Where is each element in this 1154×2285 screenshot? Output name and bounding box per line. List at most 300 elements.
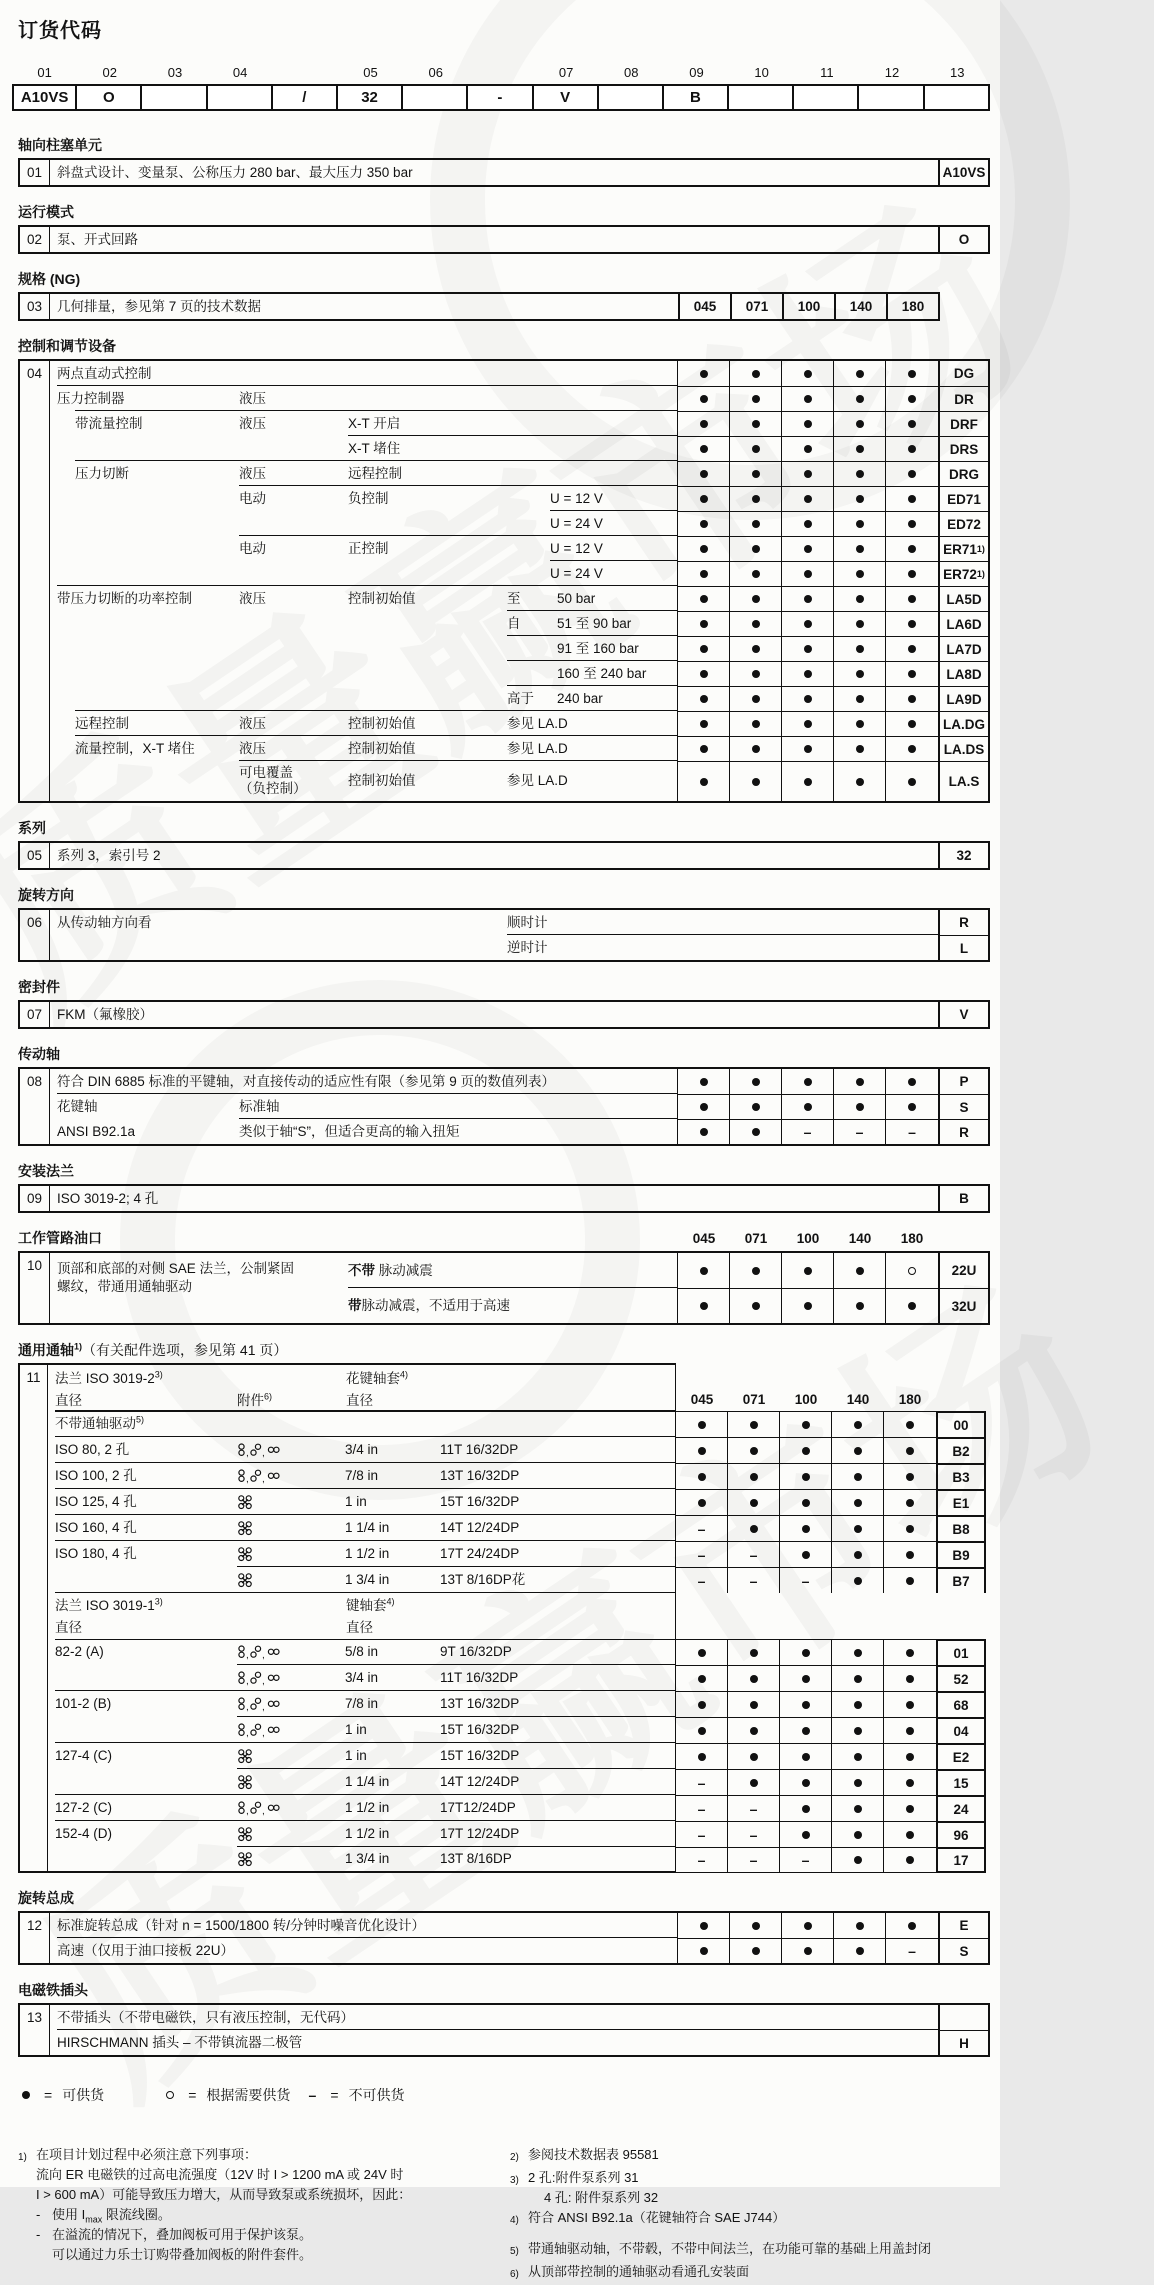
available-dot-icon <box>908 420 916 428</box>
row-text-area <box>48 1489 676 1515</box>
row-separator <box>239 485 677 486</box>
row-text: 逆时计 <box>507 939 548 955</box>
row-text: 液压 <box>239 740 266 756</box>
section-07 <box>18 977 990 1029</box>
row-separator <box>550 510 677 511</box>
code-cell-label: 12 <box>884 65 900 80</box>
available-dot-icon <box>750 1499 758 1507</box>
svg-text:,: , <box>246 1702 249 1714</box>
availability-cell <box>834 411 886 436</box>
availability-cell <box>886 661 938 686</box>
row-separator <box>75 460 677 461</box>
available-dot-icon <box>804 595 812 603</box>
availability-cell <box>780 1743 832 1769</box>
section-rows <box>50 294 938 319</box>
available-dot-icon <box>906 1675 914 1683</box>
code-cell-11 <box>794 65 859 111</box>
row-number-spacer <box>18 1691 48 1717</box>
table-row <box>50 586 988 611</box>
code-box: LA.S <box>938 761 988 801</box>
row-text: 控制初始值 <box>348 740 416 756</box>
available-dot-icon <box>856 1078 864 1086</box>
code-box: B <box>938 1186 988 1211</box>
section-rows <box>50 910 988 960</box>
availability-cell <box>782 486 834 511</box>
flange-4hole-icon <box>237 1826 253 1843</box>
code-box: 17 <box>936 1847 986 1873</box>
table-row <box>50 736 988 761</box>
available-dot-icon <box>802 1447 810 1455</box>
available-dot-icon <box>698 1753 706 1761</box>
section-rows <box>50 1253 988 1323</box>
code-box: L <box>938 935 988 960</box>
availability-cell <box>884 1515 936 1541</box>
row-separator <box>55 1690 675 1691</box>
row-text: 不带插头（不带电磁铁，只有液压控制，无代码） <box>57 2009 354 2025</box>
available-dot-icon <box>802 1727 810 1735</box>
size-value-box: 180 <box>886 294 938 319</box>
availability-cell <box>730 661 782 686</box>
section-12 <box>18 1888 990 1965</box>
table-row <box>50 411 988 436</box>
not-available-dash-icon: – <box>749 1800 758 1817</box>
row-text: X-T 堵住 <box>348 440 401 456</box>
row-text: 正控制 <box>348 540 389 556</box>
availability-cell <box>730 486 782 511</box>
table-row <box>18 1463 990 1489</box>
row-number: 10 <box>20 1253 50 1323</box>
availability-cell <box>834 486 886 511</box>
row-separator <box>57 1937 677 1938</box>
row-separator <box>57 585 677 586</box>
row-text-area <box>48 1515 676 1541</box>
code-cell-box <box>140 84 207 111</box>
available-dot-icon <box>700 1078 708 1086</box>
flange-4hole-icon <box>237 1546 253 1563</box>
legend-item: – = 不可供货 <box>308 2087 405 2103</box>
code-cell-10 <box>729 65 794 111</box>
spline-spec: 14T 12/24DP <box>440 1774 520 1789</box>
availability-cell <box>782 661 834 686</box>
availability-cell <box>834 436 886 461</box>
footnote <box>510 2168 980 2208</box>
row-text-area <box>48 1691 676 1717</box>
row-separator <box>57 1093 677 1094</box>
available-dot-icon <box>906 1753 914 1761</box>
availability-cell <box>730 611 782 636</box>
not-available-dash-icon: – <box>908 1943 916 1959</box>
available-dot-icon <box>750 1473 758 1481</box>
spline-spec: 17T 24/24DP <box>440 1546 520 1561</box>
row-text: 流量控制，X-T 堵住 <box>75 740 195 756</box>
section-table <box>18 158 990 187</box>
hub-diameter: 3/4 in <box>345 1442 379 1457</box>
availability-cell <box>886 561 938 586</box>
section-heading: 轴向柱塞单元 <box>18 137 102 153</box>
section-heading: 传动轴 <box>18 1046 60 1062</box>
code-cell-box: B <box>662 84 729 111</box>
row-text: 127-2 (C) <box>55 1800 113 1815</box>
section-heading: 工作管路油口 045 071 100 140 180 <box>18 1228 990 1246</box>
row-separator <box>75 410 677 411</box>
row-text: 控制初始值 <box>348 590 416 606</box>
row-separator <box>55 1514 675 1515</box>
code-cell-box: - <box>466 84 533 111</box>
availability-cell <box>884 1769 936 1795</box>
code-box: E2 <box>936 1743 986 1769</box>
row-text: 标准轴 <box>239 1098 280 1114</box>
available-dot-icon <box>854 1499 862 1507</box>
availability-cell <box>730 686 782 711</box>
availability-cell <box>834 1094 886 1119</box>
availability-cell <box>678 761 730 801</box>
row-number: 01 <box>20 160 50 185</box>
available-dot-icon <box>802 1805 810 1813</box>
available-dot-icon <box>700 745 708 753</box>
available-dot-icon <box>908 1078 916 1086</box>
row-text: U = 12 V <box>550 490 603 506</box>
available-dot-icon <box>752 395 760 403</box>
row-number-spacer <box>18 1717 48 1743</box>
row-text-area <box>50 2030 938 2055</box>
code-box: LA.DG <box>938 711 988 736</box>
row-separator <box>348 435 677 436</box>
row-separator <box>57 385 677 386</box>
section-rows <box>50 227 988 252</box>
row-text: ISO 180, 4 孔 <box>55 1546 137 1561</box>
availability-cell <box>676 1437 728 1463</box>
availability-cell <box>730 411 782 436</box>
spline-spec: 14T 12/24DP <box>440 1520 520 1535</box>
section-table <box>18 1184 990 1213</box>
availability-cell <box>886 1913 938 1938</box>
available-dot-icon <box>750 1727 758 1735</box>
availability-cell <box>728 1743 780 1769</box>
availability-cell <box>678 361 730 386</box>
section-03 <box>18 269 990 321</box>
available-dot-icon <box>856 595 864 603</box>
footnote-text <box>528 2239 931 2262</box>
row-text: ISO 100, 2 孔 <box>55 1468 137 1483</box>
availability-cell <box>782 361 834 386</box>
available-dot-icon <box>856 720 864 728</box>
row-separator <box>55 1436 675 1437</box>
availability-cell <box>832 1515 884 1541</box>
row-text: 顺时计 <box>507 914 548 930</box>
on-request-circle-icon <box>166 2091 174 2099</box>
row-separator <box>55 1462 675 1463</box>
code-cell-box <box>923 84 990 111</box>
row-number: 13 <box>20 2005 50 2055</box>
availability-cell <box>730 461 782 486</box>
available-dot-icon <box>906 1831 914 1839</box>
availability-cell <box>884 1463 936 1489</box>
section-heading: 电磁铁插头 <box>18 1982 88 1998</box>
code-box: 52 <box>936 1665 986 1691</box>
availability-cell <box>834 1938 886 1963</box>
available-dot-icon <box>804 1947 812 1955</box>
available-dot-icon <box>752 520 760 528</box>
code-box <box>938 2005 988 2030</box>
section-table <box>18 359 990 803</box>
row-text-area <box>48 1437 676 1463</box>
available-dot-icon <box>854 1779 862 1787</box>
availability-cell <box>886 386 938 411</box>
row-separator <box>55 1820 675 1821</box>
available-dot-icon <box>906 1421 914 1429</box>
row-text-area <box>50 536 678 561</box>
hub-diameter: 1 1/2 in <box>345 1546 390 1561</box>
footnote-marker: 1) <box>18 2152 27 2163</box>
flange-2hole-icon <box>237 1468 285 1484</box>
availability-cell <box>834 736 886 761</box>
row-text: X-T 开启 <box>348 415 401 431</box>
ordering-code-row <box>12 65 990 111</box>
hub-diameter: 7/8 in <box>345 1468 379 1483</box>
available-dot-icon <box>908 1103 916 1111</box>
availability-cell <box>886 1069 938 1094</box>
availability-cell <box>782 761 834 801</box>
footnote-line: 参阅技术数据表 95581 <box>528 2147 659 2162</box>
row-text: 91 至 160 bar <box>557 640 639 656</box>
available-dot-icon <box>700 370 708 378</box>
availability-cell <box>832 1639 884 1665</box>
availability-cell <box>834 661 886 686</box>
code-box: 24 <box>936 1795 986 1821</box>
row-text-area <box>50 736 678 761</box>
available-dot-icon <box>700 1922 708 1930</box>
available-dot-icon <box>906 1447 914 1455</box>
row-separator <box>237 1716 675 1717</box>
available-dot-icon <box>906 1779 914 1787</box>
table-row <box>18 1541 990 1567</box>
availability-cell <box>678 1253 730 1288</box>
row-text: 不带通轴驱动$^{5)}$ <box>55 1414 145 1431</box>
available-dot-icon <box>804 420 812 428</box>
available-dot-icon <box>854 1525 862 1533</box>
available-dot-icon <box>908 495 916 503</box>
available-dot-icon <box>804 745 812 753</box>
flange-4hole-icon <box>237 1851 253 1868</box>
code-box: O <box>938 227 988 252</box>
row-text-area <box>50 661 678 686</box>
flange-2hole-icon <box>237 1670 285 1686</box>
available-dot-icon <box>906 1805 914 1813</box>
available-dot-icon <box>906 1577 914 1585</box>
available-dot-icon <box>700 720 708 728</box>
available-dot-icon <box>804 778 812 786</box>
spline-spec: 11T 16/32DP <box>440 1670 519 1685</box>
availability-cell <box>728 1665 780 1691</box>
table-row <box>50 536 988 561</box>
footnote-line: 可以通过力乐士订购带叠加阀板的附件套件。 <box>52 2247 313 2262</box>
section-02 <box>18 202 990 254</box>
code-box: DG <box>938 361 988 386</box>
code-cell-box <box>792 84 859 111</box>
availability-cell <box>678 511 730 536</box>
code-cell-label: 06 <box>428 65 443 80</box>
availability-cell <box>678 536 730 561</box>
row-separator <box>507 660 677 661</box>
row-text-area <box>50 1186 938 1211</box>
table-row <box>18 1743 990 1769</box>
available-dot-icon <box>700 1128 708 1136</box>
availability-cell <box>730 436 782 461</box>
available-dot-icon <box>908 720 916 728</box>
table-row <box>50 294 938 319</box>
availability-cell <box>730 561 782 586</box>
availability-cell <box>782 511 834 536</box>
code-cell-box <box>597 84 664 111</box>
available-dot-icon <box>700 495 708 503</box>
flange-4hole-icon <box>237 1520 253 1537</box>
available-dot-icon <box>856 470 864 478</box>
code-cell-sep <box>273 65 338 111</box>
availability-cell <box>730 386 782 411</box>
not-available-dash-icon: – <box>308 2087 317 2103</box>
availability-cell <box>728 1847 780 1873</box>
available-dot-icon <box>700 520 708 528</box>
row-separator <box>55 1488 675 1489</box>
row-text: 带脉动减震，不适用于高速 <box>348 1297 510 1313</box>
svg-text:,: , <box>262 1702 265 1714</box>
availability-cell <box>730 1288 782 1323</box>
row-text: 液压 <box>239 465 266 481</box>
svg-text:,: , <box>246 1474 249 1486</box>
code-box: 00 <box>936 1411 986 1437</box>
row-text-area <box>48 1593 676 1639</box>
table-row <box>50 160 988 185</box>
availability-cell <box>676 1665 728 1691</box>
row-text: 51 至 90 bar <box>557 615 632 631</box>
row-text-area <box>50 160 938 185</box>
availability-cell <box>780 1639 832 1665</box>
code-box: DRF <box>938 411 988 436</box>
svg-text:,: , <box>262 1806 265 1818</box>
available-dot-icon <box>856 395 864 403</box>
available-dot-icon <box>908 1302 916 1310</box>
size-value-box: 045 <box>678 294 730 319</box>
row-number-spacer <box>18 1847 48 1873</box>
table-row <box>18 1639 990 1665</box>
available-dot-icon <box>698 1649 706 1657</box>
row-number: 02 <box>20 227 50 252</box>
available-dot-icon <box>908 670 916 678</box>
availability-cell <box>780 1541 832 1567</box>
available-dot-icon <box>908 645 916 653</box>
availability-cell <box>728 1691 780 1717</box>
available-dot-icon <box>750 1701 758 1709</box>
available-dot-icon <box>856 1103 864 1111</box>
row-text-area <box>50 711 678 736</box>
row-separator <box>239 1118 677 1119</box>
row-text: 不带 脉动减震 <box>348 1262 433 1278</box>
row-text: ANSI B92.1a <box>57 1123 136 1139</box>
page-title: 订货代码 <box>18 20 102 42</box>
footnote <box>510 2145 980 2168</box>
availability-cell <box>676 1821 728 1847</box>
available-dot-icon <box>802 1649 810 1657</box>
availability-cell <box>782 436 834 461</box>
available-dot-icon <box>752 1078 760 1086</box>
row-separator <box>507 635 677 636</box>
availability-cell <box>834 1069 886 1094</box>
svg-text:,: , <box>262 1448 265 1460</box>
row-text: 花键轴 <box>57 1098 98 1114</box>
code-cell-box <box>206 84 273 111</box>
availability-cell <box>886 536 938 561</box>
availability-cell <box>834 461 886 486</box>
section-08 <box>18 1044 990 1146</box>
section-rows <box>50 361 988 801</box>
available-dot-icon <box>908 595 916 603</box>
row-number-spacer <box>18 1821 48 1847</box>
available-dot-icon <box>698 1727 706 1735</box>
available-dot-icon <box>752 645 760 653</box>
code-cell-label: 10 <box>754 65 769 80</box>
flange-4hole-icon <box>237 1572 253 1589</box>
available-dot-icon <box>804 670 812 678</box>
row-text: 控制初始值 <box>348 773 416 788</box>
not-available-dash-icon: – <box>803 1124 812 1140</box>
availability-cell <box>782 1069 834 1094</box>
section-heading: 密封件 <box>18 979 60 995</box>
availability-cell <box>728 1515 780 1541</box>
row-number-spacer <box>18 1593 48 1639</box>
not-available-dash-icon: – <box>855 1124 864 1140</box>
availability-cell <box>886 361 938 386</box>
table-row <box>50 686 988 711</box>
header-text: 直径 <box>346 1620 373 1635</box>
row-separator <box>75 735 677 736</box>
availability-cell <box>676 1691 728 1717</box>
code-cell-04 <box>208 65 273 111</box>
availability-cell <box>834 686 886 711</box>
not-available-dash-icon: – <box>749 1572 758 1589</box>
row-text: 自 <box>507 615 521 631</box>
available-dot-icon <box>752 445 760 453</box>
availability-cell <box>730 736 782 761</box>
available-dot-icon <box>908 545 916 553</box>
code-box: A10VS <box>938 160 988 185</box>
svg-text:,: , <box>246 1448 249 1460</box>
row-text-area <box>50 1002 938 1027</box>
availability-cell <box>886 511 938 536</box>
row-separator <box>55 1794 675 1795</box>
available-dot-icon <box>854 1805 862 1813</box>
availability-cell <box>884 1411 936 1437</box>
availability-cell <box>884 1691 936 1717</box>
availability-cell <box>782 411 834 436</box>
row-text: ISO 125, 4 孔 <box>55 1494 137 1509</box>
row-number-spacer <box>18 1567 48 1593</box>
on-request-circle-icon <box>908 1267 916 1275</box>
available-dot-icon <box>700 645 708 653</box>
table-row <box>50 361 988 386</box>
row-text-area <box>48 1821 676 1847</box>
table-row <box>50 2005 988 2030</box>
availability-cell <box>780 1463 832 1489</box>
available-dot-icon <box>854 1701 862 1709</box>
available-dot-icon <box>802 1525 810 1533</box>
available-dot-icon <box>750 1779 758 1787</box>
row-text: 参见 LA.D <box>507 740 568 756</box>
code-box: E1 <box>936 1489 986 1515</box>
row-separator <box>55 1592 675 1593</box>
svg-text:,: , <box>246 1806 249 1818</box>
code-box: LA.DS <box>938 736 988 761</box>
code-box: B7 <box>936 1567 986 1593</box>
